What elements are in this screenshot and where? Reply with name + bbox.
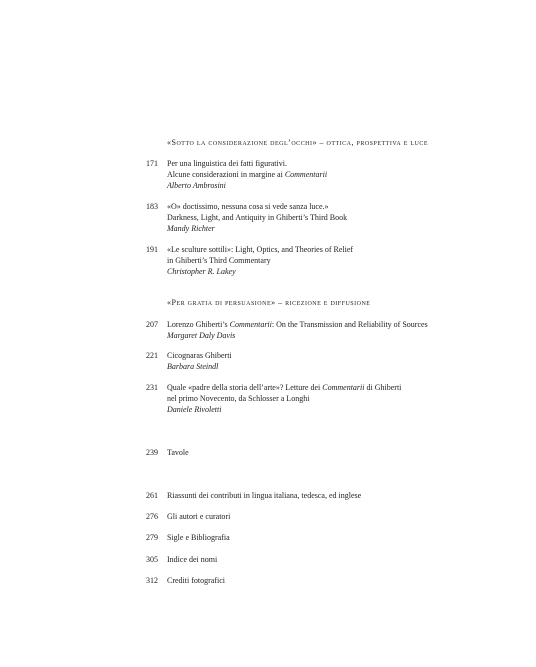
entry-title-line: Lorenzo Ghiberti’s Commentarii: On the Transmission and Reliability of Sources [167, 320, 428, 329]
entry-title-line: Sigle e Bibliografia [167, 533, 230, 542]
entry-author: Barbara Steindl [167, 362, 219, 371]
section-heading-ricezione [167, 298, 370, 307]
page-number: 207 [146, 320, 158, 329]
entry-title-line: Gli autori e curatori [167, 512, 231, 521]
entry-title-line: «Le sculture sottili»: Light, Optics, and Theories of Relief [167, 245, 354, 254]
page-number: 171 [146, 159, 158, 168]
entry-title-line: «O» doctissimo, nessuna cosa si vede sanza luce.» [167, 202, 329, 211]
section-heading-title: Per gratia di persuasione [171, 298, 272, 307]
page-number: 183 [146, 202, 158, 211]
page-number: 276 [146, 512, 158, 521]
entry-title-line: Alcune considerazioni in margine ai Commentarii [167, 170, 328, 179]
entry-title-line: Per una linguistica dei fatti figurativi. [167, 159, 287, 168]
entry-title-line: Riassunti dei contributi in lingua italiana, tedesca, ed inglese [167, 491, 362, 500]
section-heading-ottica [167, 138, 428, 147]
section-heading-prefix: « [167, 298, 172, 307]
page-number: 261 [146, 491, 158, 500]
entry-title-line: Crediti fotografici [167, 576, 225, 585]
page-number: 239 [146, 448, 158, 457]
section-heading-suffix: » – ottica, prospettiva e luce [312, 138, 429, 147]
entry-title-line: Indice dei nomi [167, 555, 218, 564]
section-heading-title: Sotto la considerazione degl’occhi [171, 138, 313, 147]
page-number: 305 [146, 555, 158, 564]
page-number: 221 [146, 351, 158, 360]
entry-author: Christopher R. Lakey [167, 267, 236, 276]
entry-author: Mandy Richter [167, 224, 215, 233]
entry-author: Alberto Ambrosini [167, 181, 226, 190]
entry-title-line: Tavole [167, 448, 189, 457]
entry-title-line: nel primo Novecento, da Schlosser a Longhi [167, 394, 310, 403]
entry-author: Margaret Daly Davis [167, 331, 236, 340]
page-number: 279 [146, 533, 158, 542]
entry-title-line: Cicognaras Ghiberti [167, 351, 232, 360]
entry-title-line: Quale «padre della storia dell’arte»? Letture dei Commentarii di Ghiberti [167, 383, 402, 392]
page-number: 231 [146, 383, 158, 392]
page-number: 191 [146, 245, 158, 254]
entry-title-line: in Ghiberti’s Third Commentary [167, 256, 271, 265]
entry-title-line: Darkness, Light, and Antiquity in Ghiberti’s Third Book [167, 213, 348, 222]
entry-author: Daniele Rivoletti [167, 405, 222, 414]
section-heading-prefix: « [167, 138, 172, 147]
page-number: 312 [146, 576, 158, 585]
section-heading-suffix: » – ricezione e diffusione [271, 298, 371, 307]
